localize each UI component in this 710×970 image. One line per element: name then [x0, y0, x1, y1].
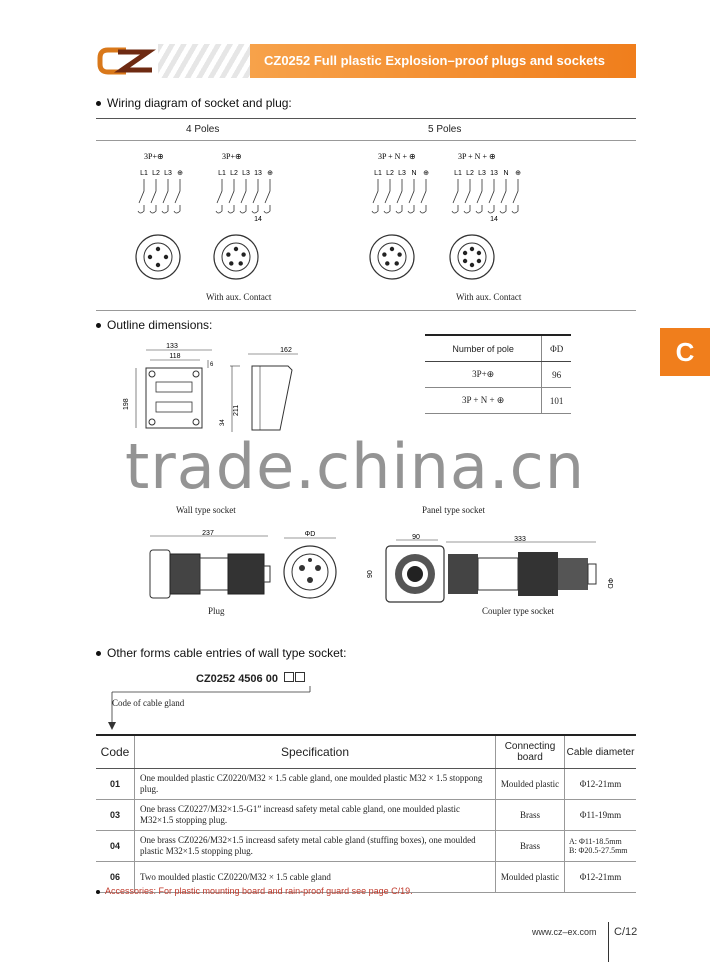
dim-162: 162	[280, 347, 292, 354]
pin	[385, 261, 389, 265]
aux-terminal-label: 14	[254, 216, 262, 223]
header-cable-diameter: Cable diameter	[565, 735, 637, 769]
contact-symbol	[174, 179, 180, 213]
contact-symbol	[488, 179, 494, 213]
section-tab: C	[660, 328, 710, 376]
diagram-title: 3P+⊕	[222, 152, 242, 161]
pole-cell: 3P + N + ⊕	[425, 388, 542, 414]
contact-symbol	[252, 179, 258, 213]
dim-phi-d: ΦD	[304, 531, 316, 538]
wiring-diagram	[370, 152, 429, 279]
four-poles-label: 4 Poles	[186, 124, 220, 135]
table-row	[96, 769, 636, 800]
header-specification: Specification	[135, 735, 496, 769]
contact-symbol	[264, 179, 270, 213]
dim-333: 333	[514, 536, 526, 543]
contact-symbol	[476, 179, 482, 213]
panel-socket-caption: Panel type socket	[422, 505, 485, 515]
page-number: C/12	[614, 926, 638, 938]
wiring-diagrams	[96, 145, 636, 310]
terminal-label: ⊕	[267, 170, 273, 177]
diameter-cell: Φ11-19mm	[565, 800, 637, 831]
socket-face	[450, 235, 494, 279]
header-number-of-pole: Number of pole	[425, 335, 542, 362]
footer-divider	[608, 922, 609, 962]
divider	[96, 310, 636, 311]
terminal-label: ⊕	[423, 170, 429, 177]
dim-133: 133	[166, 343, 178, 350]
terminal-label: ⊕	[177, 170, 183, 177]
terminal-label: L1	[140, 170, 148, 177]
code-cell: 06	[96, 862, 135, 893]
footer-url: www.cz–ex.com	[532, 927, 597, 937]
contact-symbol	[138, 179, 144, 213]
pin	[397, 252, 401, 256]
divider	[96, 140, 636, 141]
cable-entries-table	[96, 734, 636, 893]
contact-symbol	[372, 179, 378, 213]
pin	[470, 263, 474, 267]
header-stripes	[158, 44, 250, 78]
coupler-caption: Coupler type socket	[482, 606, 554, 616]
diagram-title: 3P + N + ⊕	[458, 152, 496, 161]
contact-symbol	[384, 179, 390, 213]
spec-cell: Two moulded plastic CZ0220/M32 × 1.5 cable gland	[135, 862, 496, 893]
contact-symbol	[452, 179, 458, 213]
pin	[164, 255, 168, 259]
wiring-diagram	[136, 152, 183, 279]
cz-logo	[96, 44, 158, 78]
diameter-cell: Φ12-21mm	[565, 769, 637, 800]
contact-symbol	[500, 179, 506, 213]
header-connecting-board: Connecting board	[496, 735, 565, 769]
socket-face	[370, 235, 414, 279]
pin	[148, 255, 152, 259]
wiring-heading: Wiring diagram of socket and plug:	[96, 96, 292, 110]
diameter-cell	[565, 831, 637, 862]
pin	[239, 261, 243, 265]
dim-237: 237	[202, 530, 214, 537]
code-box-2	[295, 672, 305, 682]
socket-face	[136, 235, 180, 279]
pin	[226, 252, 230, 256]
accessory-note: Accessories: For plastic mounting board and rain-proof guard see page C/19.	[96, 886, 413, 896]
terminal-label: L3	[164, 170, 172, 177]
dim-phi-d2: ΦD	[606, 578, 613, 589]
code-of-cable-gland-label: Code of cable gland	[112, 698, 185, 708]
terminal-label: L2	[152, 170, 160, 177]
table-header-row	[96, 735, 636, 769]
contact-symbol	[150, 179, 156, 213]
dim-118: 118	[169, 353, 181, 360]
diagram-title: 3P + N + ⊕	[378, 152, 416, 161]
outline-heading: Outline dimensions:	[96, 318, 212, 332]
code-pointer	[92, 682, 322, 734]
wiring-diagram	[214, 152, 273, 279]
terminal-label: L3	[242, 170, 250, 177]
pin	[241, 252, 245, 256]
spec-cell: One brass CZ0227/M32×1.5-G1” increasd safety metal cable gland, one moulded plastic M32×1.5 stopping plug.	[135, 800, 496, 831]
diameter-cell: 96	[542, 362, 571, 388]
code-cell: 01	[96, 769, 135, 800]
dim-211: 211	[233, 404, 240, 416]
plug-caption: Plug	[208, 606, 225, 616]
pin	[234, 247, 238, 251]
coupler-drawing	[366, 534, 616, 606]
pin	[156, 247, 160, 251]
aux-caption-4: With aux. Contact	[206, 292, 272, 302]
terminal-label: L2	[230, 170, 238, 177]
plug-drawing	[140, 528, 350, 608]
spec-cell: One moulded plastic CZ0220/M32 × 1.5 cable gland, one moulded plastic M32 × 1.5 stoppong plug.	[135, 769, 496, 800]
diameter-cell: 101	[542, 388, 571, 414]
terminal-label: L1	[218, 170, 226, 177]
pin	[477, 251, 481, 255]
diameter-a: A: Φ11-18.5mm	[569, 837, 622, 846]
contact-symbol	[464, 179, 470, 213]
header-code: Code	[96, 735, 135, 769]
contact-symbol	[162, 179, 168, 213]
board-cell: Brass	[496, 800, 565, 831]
code-cell: 04	[96, 831, 135, 862]
contact-symbol	[420, 179, 426, 213]
wiring-diagram	[450, 152, 521, 279]
pin	[156, 263, 160, 267]
five-poles-label: 5 Poles	[428, 124, 462, 135]
diagram-title: 3P+⊕	[144, 152, 164, 161]
watermark: trade.china.cn	[125, 430, 585, 503]
aux-caption-5: With aux. Contact	[456, 292, 522, 302]
table-header-row	[425, 335, 571, 362]
model-code: CZ0252 4506 00	[196, 672, 305, 685]
contact-symbol	[512, 179, 518, 213]
spec-cell: One brass CZ0226/M32×1.5 increasd safety metal cable gland (stuffing boxes), one moulded plastic M32×1.5 stopping plug.	[135, 831, 496, 862]
divider	[96, 118, 636, 119]
pin	[382, 252, 386, 256]
terminal-label: 13	[254, 170, 262, 177]
dim-34: 34	[220, 419, 226, 426]
contact-symbol	[228, 179, 234, 213]
terminal-label: L1	[454, 170, 462, 177]
pole-cell: 3P+⊕	[425, 362, 542, 388]
code-box-1	[284, 672, 294, 682]
pin	[390, 247, 394, 251]
pin	[463, 251, 467, 255]
board-cell: Brass	[496, 831, 565, 862]
terminal-label: N	[503, 170, 509, 177]
pin	[395, 261, 399, 265]
wall-socket-caption: Wall type socket	[176, 505, 236, 515]
code-cell: 03	[96, 800, 135, 831]
entries-heading: Other forms cable entries of wall type socket:	[96, 646, 346, 660]
table-row	[425, 362, 571, 388]
dim-90-height: 90	[367, 570, 374, 578]
board-cell: Moulded plastic	[496, 862, 565, 893]
header-phi-d: ΦD	[542, 335, 571, 362]
contact-symbol	[240, 179, 246, 213]
table-row	[96, 831, 636, 862]
pin	[470, 247, 474, 251]
terminal-label: 13	[490, 170, 498, 177]
board-cell: Moulded plastic	[496, 769, 565, 800]
dim-6: 6	[210, 362, 214, 368]
terminal-label: L3	[398, 170, 406, 177]
terminal-label: L2	[466, 170, 474, 177]
terminal-label: L3	[478, 170, 486, 177]
aux-terminal-label: 14	[490, 216, 498, 223]
contact-symbol	[396, 179, 402, 213]
contact-symbol	[408, 179, 414, 213]
pin	[463, 259, 467, 263]
diameter-cell: Φ12-21mm	[565, 862, 637, 893]
terminal-label: L2	[386, 170, 394, 177]
table-row	[96, 800, 636, 831]
dim-90-width: 90	[412, 534, 420, 541]
diameter-b: B: Φ20.5-27.5mm	[569, 846, 628, 855]
terminal-label: ⊕	[515, 170, 521, 177]
pole-table	[425, 334, 571, 414]
terminal-label: L1	[374, 170, 382, 177]
socket-face	[214, 235, 258, 279]
pin	[477, 259, 481, 263]
page-title: CZ0252 Full plastic Explosion–proof plugs and sockets	[250, 44, 636, 78]
dim-198: 198	[123, 398, 130, 410]
contact-symbol	[216, 179, 222, 213]
pin	[229, 261, 233, 265]
table-row	[425, 388, 571, 414]
terminal-label: N	[411, 170, 417, 177]
